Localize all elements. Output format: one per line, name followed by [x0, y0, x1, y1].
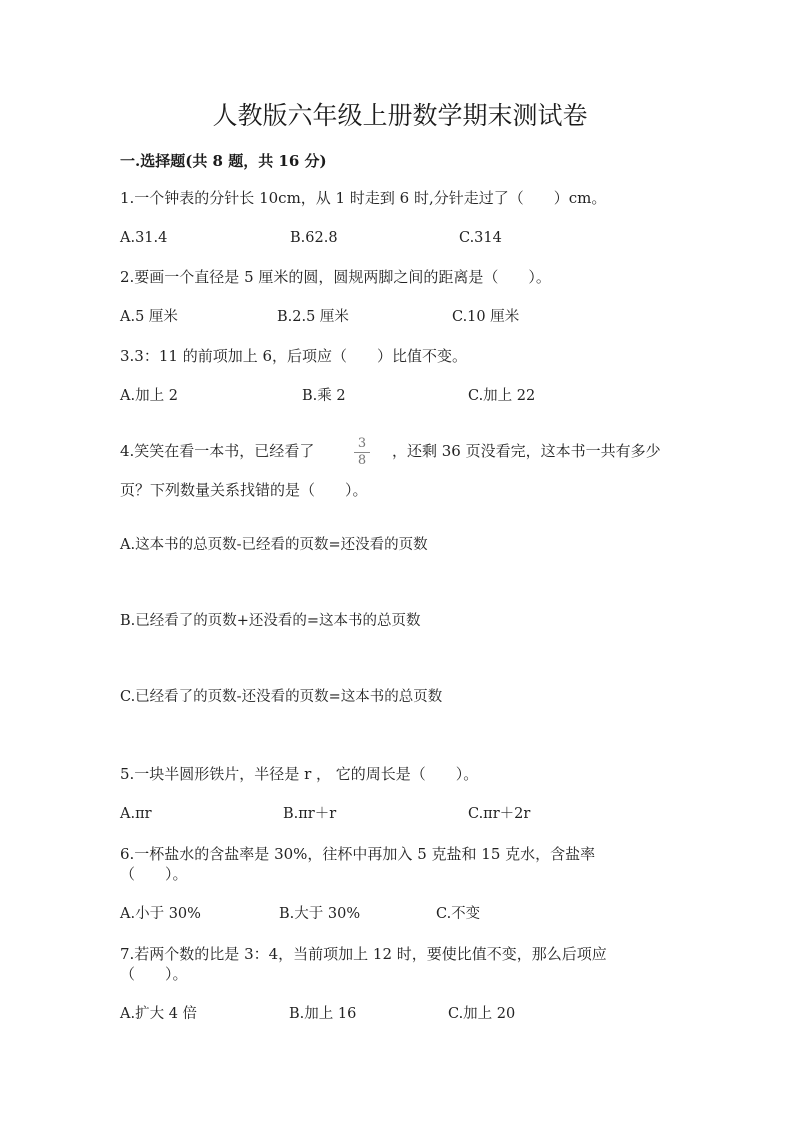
question-3-option-b: B.乘 2 [302, 388, 346, 404]
question-5-stem: 5.一块半圆形铁片，半径是 r ， 它的周长是（ ）。 [120, 765, 479, 783]
question-4-option-b: B.已经看了的页数+还没看的=这本书的总页数 [120, 613, 421, 629]
question-2-option-c: C.10 厘米 [452, 309, 520, 325]
question-1-option-b: B.62.8 [290, 230, 338, 246]
question-6-option-c: C.不变 [436, 906, 481, 922]
question-6-stem: 6.一杯盐水的含盐率是 30%，往杯中再加入 5 克盐和 15 克水，含盐率 [120, 845, 596, 863]
question-6-option-b: B.大于 30% [279, 906, 361, 922]
question-1-stem: 1.一个钟表的分针长 10cm，从 1 时走到 6 时,分针走过了（ ）cm。 [120, 189, 607, 207]
question-5-option-a: A.πr [120, 806, 152, 822]
question-6-option-a: A.小于 30% [120, 906, 201, 922]
question-1-option-a: A.31.4 [120, 230, 168, 246]
question-2-option-a: A.5 厘米 [120, 309, 178, 325]
question-5-option-c: C.πr＋2r [468, 806, 531, 822]
question-3-option-a: A.加上 2 [120, 388, 178, 404]
question-7-option-b: B.加上 16 [289, 1006, 357, 1022]
question-3-stem: 3.3：11 的前项加上 6，后项应（ ）比值不变。 [120, 347, 468, 365]
fraction-denominator: 8 [357, 453, 367, 468]
question-4-stem-line2: 页？下列数量关系找错的是（ ）。 [120, 481, 368, 499]
fraction-numerator: 3 [357, 436, 367, 451]
question-2-option-b: B.2.5 厘米 [277, 309, 349, 325]
question-4-stem-part1: 4.笑笑在看一本书，已经看了 [120, 442, 315, 460]
question-1-option-c: C.314 [459, 230, 502, 246]
question-7-stem: 7.若两个数的比是 3：4，当前项加上 12 时，要使比值不变，那么后项应 [120, 945, 607, 963]
question-7-option-a: A.扩大 4 倍 [120, 1006, 198, 1022]
question-5-option-b: B.πr＋r [283, 806, 337, 822]
question-7-option-c: C.加上 20 [448, 1006, 516, 1022]
question-2-stem: 2.要画一个直径是 5 厘米的圆，圆规两脚之间的距离是（ ）。 [120, 268, 551, 286]
question-7-stem-line2: （ ）。 [120, 965, 188, 983]
question-4-option-c: C.已经看了的页数-还没看的页数=这本书的总页数 [120, 689, 443, 705]
question-6-stem-line2: （ ）。 [120, 865, 188, 883]
page-title: 人教版六年级上册数学期末测试卷 [212, 101, 588, 130]
question-4-option-a: A.这本书的总页数-已经看的页数=还没看的页数 [120, 537, 428, 553]
question-4-stem-part2: ，还剩 36 页没看完，这本书一共有多少 [392, 442, 661, 460]
fraction-three-eighths [352, 437, 372, 468]
question-3-option-c: C.加上 22 [468, 388, 536, 404]
section-heading: 一.选择题(共 8 题，共 16 分) [120, 152, 327, 170]
